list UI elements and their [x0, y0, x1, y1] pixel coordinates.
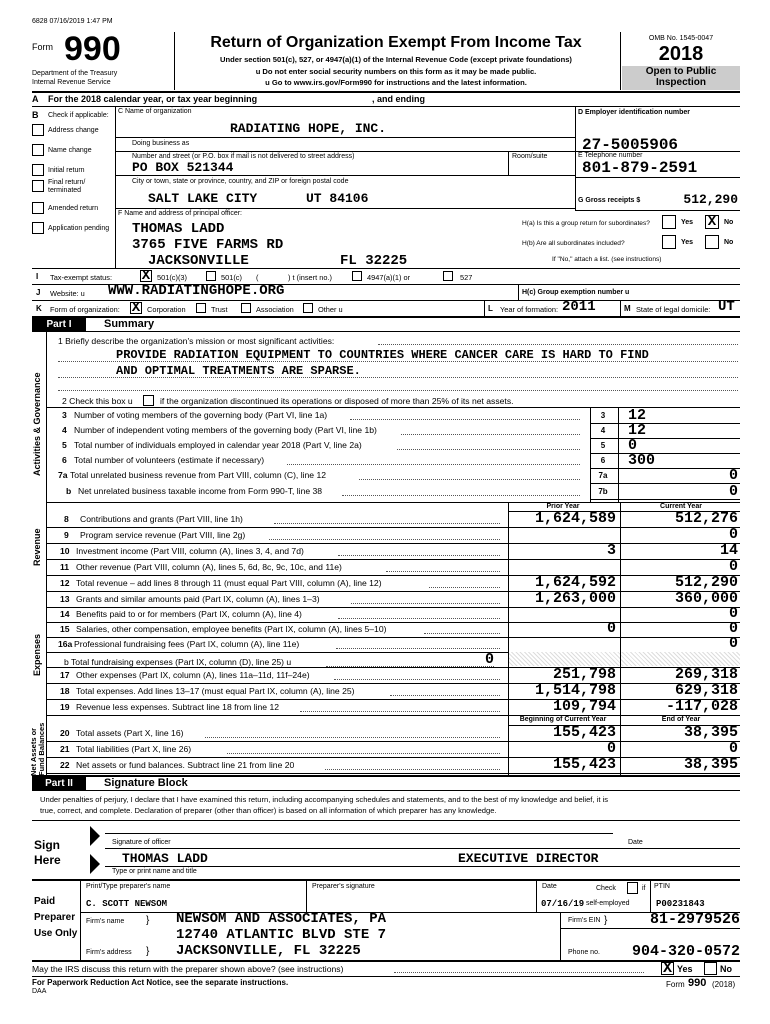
gov-row-label: Number of independent voting members of the governing body (Part VI, line 1b) — [74, 425, 377, 435]
net-row-number: 21 — [60, 744, 70, 754]
gross-receipts-label: G Gross receipts $ — [578, 197, 641, 204]
officer-print-title[interactable]: EXECUTIVE DIRECTOR — [458, 851, 599, 866]
self-employed-checkbox[interactable] — [627, 882, 638, 894]
daa-label: DAA — [32, 988, 47, 995]
address-change-checkbox[interactable] — [32, 124, 44, 136]
address-change-label: Address change — [48, 127, 99, 134]
discuss-no-label: No — [720, 964, 732, 974]
telephone-value[interactable]: 801-879-2591 — [582, 159, 698, 177]
line1-label: 1 Briefly describe the organization's mission or most significant activities: — [58, 336, 335, 346]
net-prior-value[interactable]: 155,423 — [552, 724, 616, 741]
rev-row-label: Total revenue – add lines 8 through 11 (must equal Part VIII, column (A), line 12) — [76, 578, 382, 588]
gov-row-label: Net unrelated business taxable income from Form 990-T, line 38 — [78, 486, 323, 496]
gov-row-number: b — [66, 486, 72, 496]
trust-label: Trust — [211, 305, 228, 314]
rev-prior-value[interactable]: 3 — [606, 542, 616, 559]
tax-exempt-label: Tax-exempt status: — [50, 273, 113, 282]
part2-tag: Part II — [32, 777, 86, 790]
exp-row-number: 14 — [60, 609, 70, 619]
net-current-value[interactable]: 0 — [728, 740, 738, 757]
initial-return-checkbox[interactable] — [32, 164, 44, 176]
exp-row-label: Salaries, other compensation, employee benefits (Part IX, column (A), lines 5–10) — [76, 624, 387, 634]
gov-row-label: Number of voting members of the governing body (Part VI, line 1a) — [74, 410, 328, 420]
net-row-label: Total liabilities (Part X, line 26) — [76, 744, 192, 754]
form-subtitle: Under section 501(c), 527, or 4947(a)(1) of the Internal Revenue Code (except private foundations) — [220, 55, 572, 64]
gov-value[interactable]: 300 — [628, 452, 656, 469]
4947-label: 4947(a)(1) or — [367, 273, 411, 282]
firm-ein[interactable]: 81-2979526 — [649, 911, 740, 928]
exp-row-label: Grants and similar amounts paid (Part IX, column (A), lines 1–3) — [76, 594, 320, 604]
footer-form-number: 990 — [688, 977, 707, 989]
group-return-no-label: No — [724, 219, 734, 226]
pra-notice: For Paperwork Reduction Act Notice, see the separate instructions. — [32, 978, 289, 987]
exp2-prior-value[interactable]: 1,514,798 — [534, 682, 616, 699]
org-city[interactable]: SALT LAKE CITY — [148, 191, 258, 206]
initial-return-label: Initial return — [48, 167, 85, 174]
rev-current-value[interactable]: 512,290 — [674, 574, 738, 591]
org-state-zip[interactable]: UT 84106 — [306, 191, 369, 206]
gross-receipts-value[interactable]: 512,290 — [683, 192, 738, 207]
4947-checkbox[interactable] — [352, 271, 362, 281]
instructions-link[interactable]: u Go to www.irs.gov/Form990 for instructions and the latest information. — [265, 78, 527, 87]
net-row-number: 20 — [60, 728, 70, 738]
if-label: if — [642, 885, 646, 892]
rev-row-number: 10 — [60, 546, 70, 556]
line-b-letter: B — [32, 110, 39, 120]
line2-description: if the organization discontinued its operations or disposed of more than 25% of its net assets. — [160, 396, 514, 406]
here-label: Here — [34, 853, 61, 867]
side-label-activities: Activities & Governance — [32, 372, 42, 476]
preparer-date-label: Date — [542, 883, 557, 890]
corporation-checkbox[interactable]: X — [131, 300, 141, 316]
website-label: Website: u — [50, 289, 85, 298]
other-label: Other u — [318, 305, 343, 314]
501c-insert-label: ) t (insert no.) — [288, 273, 332, 282]
tax-year: 2018 — [658, 43, 704, 65]
firm-address-2[interactable]: JACKSONVILLE, FL 32225 — [176, 943, 361, 959]
net-current-value[interactable]: 38,395 — [683, 724, 738, 741]
officer-city[interactable]: JACKSONVILLE — [148, 253, 249, 269]
subordinates-yes-label: Yes — [681, 239, 694, 246]
application-pending-checkbox[interactable] — [32, 222, 44, 234]
year-formation-label: Year of formation: — [500, 305, 559, 314]
gov-value[interactable]: 12 — [628, 407, 647, 424]
name-change-checkbox[interactable] — [32, 144, 44, 156]
exp2-row-number: 18 — [60, 686, 70, 696]
gov-row-label: Total unrelated business revenue from Part VIII, column (C), line 12 — [70, 470, 327, 480]
gov-box-number: 3 — [600, 411, 606, 420]
sign-arrow-icon — [88, 822, 102, 880]
exp-row-number: 15 — [60, 624, 70, 634]
gov-box-number: 4 — [600, 426, 606, 435]
gov-value[interactable]: 0 — [728, 483, 738, 500]
mission-line-2[interactable]: AND OPTIMAL TREATMENTS ARE SPARSE. — [116, 364, 361, 378]
side-label-expenses: Expenses — [32, 633, 42, 676]
net-prior-value[interactable]: 155,423 — [552, 756, 616, 773]
rev-prior-value[interactable]: 1,624,589 — [534, 510, 616, 527]
exp2-row-label: Revenue less expenses. Subtract line 18 from line 12 — [76, 702, 280, 712]
subordinates-yes-checkbox[interactable] — [662, 235, 676, 249]
amended-return-checkbox[interactable] — [32, 202, 44, 214]
officer-state-zip[interactable]: FL 32225 — [340, 253, 408, 269]
preparer-signature-label: Preparer's signature — [312, 883, 375, 890]
firm-name-brace: } — [146, 915, 150, 926]
line-a-text: For the 2018 calendar year, or tax year beginning — [48, 94, 258, 104]
open-public-1: Open to Public — [645, 66, 717, 77]
group-return-yes-label: Yes — [681, 219, 694, 226]
discuss-no-checkbox[interactable] — [704, 962, 717, 975]
group-return-yes-checkbox[interactable] — [662, 215, 676, 229]
firm-address-1[interactable]: 12740 ATLANTIC BLVD STE 7 — [176, 927, 387, 943]
amended-return-label: Amended return — [48, 205, 99, 212]
line-k-letter: K — [36, 304, 42, 313]
form-number: 990 — [64, 30, 121, 68]
gov-box-number: 7b — [598, 487, 608, 496]
gov-row-label: Total number of volunteers (estimate if necessary) — [74, 455, 265, 465]
omb-number: OMB No. 1545-0047 — [648, 35, 714, 42]
part2-title: Signature Block — [104, 777, 188, 789]
dba-label: Doing business as — [132, 140, 190, 147]
exp-row-label: Benefits paid to or for members (Part IX, column (A), line 4) — [76, 609, 302, 619]
form-of-org-label: Form of organization: — [50, 305, 120, 314]
form-word: Form — [32, 42, 53, 52]
501c-checkbox[interactable] — [206, 271, 216, 281]
rev-row-label: Program service revenue (Part VIII, line 2g) — [80, 530, 246, 540]
officer-name[interactable]: THOMAS LADD — [132, 221, 225, 237]
part1-title: Summary — [104, 318, 155, 330]
preparer-ptin[interactable]: P00231843 — [656, 899, 705, 909]
501c3-checkbox[interactable]: X — [141, 268, 151, 284]
sign-label: Sign — [34, 838, 60, 852]
rev-row-number: 12 — [60, 578, 70, 588]
ein-label: D Employer identification number — [578, 109, 691, 116]
check-label: Check — [596, 885, 616, 892]
rev-prior-value[interactable]: 1,624,592 — [534, 574, 616, 591]
mission-line-1[interactable]: PROVIDE RADIATION EQUIPMENT TO COUNTRIES WHERE CANCER CARE IS HARD TO FIND — [116, 348, 649, 362]
penalty-text-2: true, correct, and complete. Declaration of preparer (other than officer) is based on all information of which preparer has any knowledge. — [40, 806, 497, 815]
discuss-yes-checkbox[interactable]: X — [662, 960, 672, 977]
domicile-value[interactable]: UT — [718, 299, 735, 315]
paid-label: Paid — [34, 896, 56, 907]
current-year-header: Current Year — [660, 503, 702, 510]
gov-row-number: 6 — [62, 455, 67, 465]
rev-current-value[interactable]: 512,276 — [674, 510, 738, 527]
gov-row-label: Total number of individuals employed in calendar year 2018 (Part V, line 2a) — [74, 440, 362, 450]
line-a-letter: A — [32, 94, 39, 104]
exp-prior-value[interactable]: 0 — [606, 620, 616, 637]
gov-value[interactable]: 0 — [628, 437, 638, 454]
application-pending-label: Application pending — [48, 225, 110, 232]
exp-row-number: 16a — [58, 639, 73, 649]
firm-name-label: Firm's name — [86, 918, 125, 925]
gov-row-number: 3 — [62, 410, 67, 420]
rev-current-value[interactable]: 0 — [728, 526, 738, 543]
rev-row-number: 11 — [60, 562, 70, 572]
rev-current-value[interactable]: 14 — [719, 542, 738, 559]
officer-label: F Name and address of principal officer: — [118, 210, 242, 217]
rev-row-number: 8 — [64, 514, 69, 524]
preparer-date[interactable]: 07/16/19 — [541, 899, 585, 909]
association-checkbox[interactable] — [241, 303, 251, 313]
footer-form-word: Form — [666, 980, 685, 989]
exp2-current-value[interactable]: 629,318 — [674, 682, 738, 699]
exp2-row-label: Other expenses (Part IX, column (A), lines 11a–11d, 11f–24e) — [76, 670, 310, 680]
line-j-letter: J — [36, 288, 41, 297]
attach-list-note: If "No," attach a list. (see instructions) — [552, 256, 662, 263]
phone-label: Phone no. — [568, 949, 600, 956]
exp-row-label: Professional fundraising fees (Part IX, column (A), line 11e) — [74, 639, 300, 649]
net-row-label: Total assets (Part X, line 16) — [76, 728, 184, 738]
gov-box-number: 7a — [598, 471, 608, 480]
other-checkbox[interactable] — [303, 303, 313, 313]
ssn-warning: u Do not enter social security numbers on this form as it may be made public. — [255, 67, 537, 76]
discuss-yes-label: Yes — [677, 964, 693, 974]
501c-open-paren: ( — [256, 273, 259, 282]
gov-box-number: 6 — [600, 456, 606, 465]
dept-irs: Internal Revenue Service — [32, 79, 111, 86]
group-exemption-label: H(c) Group exemption number u — [522, 289, 630, 296]
type-name-title-label: Type or print name and title — [112, 868, 197, 875]
subordinates-question: H(b) Are all subordinates included? — [522, 240, 625, 247]
527-checkbox[interactable] — [443, 271, 453, 281]
officer-print-name[interactable]: THOMAS LADD — [122, 851, 208, 866]
exp-prior-value[interactable]: 1,263,000 — [534, 590, 616, 607]
exp2-current-value[interactable]: 269,318 — [674, 666, 738, 683]
preparer-phone[interactable]: 904-320-0572 — [631, 943, 740, 960]
line-l-letter: L — [488, 304, 493, 313]
501c-label: 501(c) — [221, 273, 242, 282]
year-formation-value[interactable]: 2011 — [562, 299, 596, 315]
use-only-label: Use Only — [34, 928, 78, 939]
sign-date-label: Date — [628, 839, 643, 846]
open-public-2: Inspection — [655, 77, 706, 88]
527-label: 527 — [460, 273, 473, 282]
subordinates-no-label: No — [724, 239, 734, 246]
org-name[interactable]: RADIATING HOPE, INC. — [230, 121, 387, 136]
footer-form-year: (2018) — [712, 980, 736, 989]
gov-row-number: 5 — [62, 440, 67, 450]
self-employed-label: self-employed — [586, 900, 630, 907]
ein-value[interactable]: 27-5005906 — [582, 136, 679, 154]
end-year-header: End of Year — [661, 716, 701, 723]
association-label: Association — [256, 305, 294, 314]
net-current-value[interactable]: 38,395 — [683, 756, 738, 773]
firm-address-brace: } — [146, 946, 150, 957]
exp2-row-number: 19 — [60, 702, 70, 712]
exp-row-number: 13 — [60, 594, 70, 604]
domicile-label: State of legal domicile: — [636, 305, 711, 314]
line2-label: 2 Check this box u — [62, 396, 133, 406]
exp2-prior-value[interactable]: 251,798 — [552, 666, 616, 683]
exp2-row-label: Total expenses. Add lines 13–17 (must equal Part IX, column (A), line 25) — [76, 686, 355, 696]
signature-officer-label: Signature of officer — [112, 839, 171, 846]
name-change-label: Name change — [48, 147, 92, 154]
check-applicable-label: Check if applicable: — [48, 112, 109, 119]
ptin-label: PTIN — [654, 883, 670, 890]
final-return-checkbox[interactable] — [32, 180, 44, 192]
rev-row-label: Contributions and grants (Part VIII, line 1h) — [80, 514, 243, 524]
firm-ein-brace: } — [604, 915, 608, 926]
gov-row-number: 4 — [62, 425, 67, 435]
line16b-value[interactable]: 0 — [484, 651, 494, 668]
print-stamp: 6828 07/16/2019 1:47 PM — [32, 18, 113, 25]
firm-name[interactable]: NEWSOM AND ASSOCIATES, PA — [176, 911, 387, 927]
firm-address-label: Firm's address — [86, 949, 132, 956]
exp-current-value[interactable]: 0 — [728, 620, 738, 637]
gov-value[interactable]: 0 — [728, 467, 738, 484]
trust-checkbox[interactable] — [196, 303, 206, 313]
irs-discuss-question: May the IRS discuss this return with the preparer shown above? (see instructions) — [32, 964, 344, 974]
org-name-label: C Name of organization — [118, 108, 192, 115]
preparer-name-label: Print/Type preparer's name — [86, 883, 171, 890]
exp-current-value[interactable]: 360,000 — [674, 590, 738, 607]
preparer-label: Preparer — [34, 912, 76, 923]
side-label-revenue: Revenue — [32, 528, 42, 566]
gov-value[interactable]: 12 — [628, 422, 647, 439]
street-label: Number and street (or P.O. box if mail is not delivered to street address) — [132, 153, 355, 160]
city-label: City or town, state or province, country, and ZIP or foreign postal code — [132, 178, 349, 185]
final-return-label: Final return/ terminated — [48, 179, 86, 194]
group-return-no-checkbox[interactable]: X — [705, 215, 719, 229]
penalty-text-1: Under penalties of perjury, I declare that I have examined this return, including accompanying schedules and statements, and to the best of my knowledge and belief, it is — [40, 795, 609, 804]
gov-row-number: 7a — [58, 470, 68, 480]
room-suite-label: Room/suite — [512, 153, 548, 160]
rev-row-label: Investment income (Part VIII, column (A), lines 3, 4, and 7d) — [76, 546, 304, 556]
exp-current-value[interactable]: 0 — [728, 605, 738, 622]
prior-year-header: Prior Year — [546, 503, 580, 510]
gov-box-number: 5 — [600, 441, 606, 450]
line-a-ending: , and ending — [372, 94, 425, 104]
line16b-label: b Total fundraising expenses (Part IX, column (D), line 25) u — [64, 657, 292, 667]
subordinates-no-checkbox[interactable] — [705, 235, 719, 249]
exp2-current-value[interactable]: -117,028 — [665, 698, 738, 715]
form-title: Return of Organization Exempt From Income Tax — [210, 34, 582, 51]
corporation-label: Corporation — [147, 305, 186, 314]
preparer-name[interactable]: C. SCOTT NEWSOM — [86, 899, 168, 909]
begin-year-header: Beginning of Current Year — [519, 716, 607, 723]
discontinued-checkbox[interactable] — [143, 395, 154, 406]
group-return-question: H(a) Is this a group return for subordinates? — [522, 220, 650, 227]
side-label-net-assets: Net Assets or Fund Balances — [29, 722, 46, 776]
line-i-letter: I — [36, 272, 39, 281]
line-m-letter: M — [624, 304, 631, 313]
dept-treasury: Department of the Treasury — [32, 70, 118, 77]
firm-ein-label: Firm's EIN — [568, 917, 601, 924]
part1-tag: Part I — [32, 318, 86, 331]
rev-row-label: Other revenue (Part VIII, column (A), lines 5, 6d, 8c, 9c, 10c, and 11e) — [76, 562, 342, 572]
net-row-number: 22 — [60, 760, 70, 770]
net-row-label: Net assets or fund balances. Subtract line 21 from line 20 — [76, 760, 295, 770]
officer-address[interactable]: 3765 FIVE FARMS RD — [132, 237, 284, 253]
telephone-label: E Telephone number — [578, 152, 643, 159]
website-value[interactable]: WWW.RADIATINGHOPE.ORG — [108, 283, 285, 299]
rev-row-number: 9 — [64, 530, 69, 540]
exp2-prior-value[interactable]: 109,794 — [552, 698, 616, 715]
exp-current-value[interactable]: 0 — [728, 635, 738, 652]
net-prior-value[interactable]: 0 — [606, 740, 616, 757]
501c3-label: 501(c)(3) — [157, 273, 187, 282]
exp2-row-number: 17 — [60, 670, 70, 680]
rev-current-value[interactable]: 0 — [728, 558, 738, 575]
street-address[interactable]: PO BOX 521344 — [132, 160, 234, 175]
